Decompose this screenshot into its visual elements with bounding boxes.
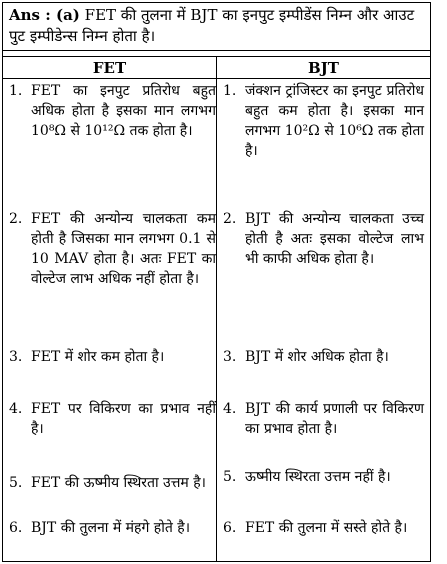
item-number: 6.: [223, 520, 237, 536]
bjt-item-text: ऊष्मीय स्थिरता उत्तम नहीं है।: [245, 469, 391, 485]
item-number: 1.: [9, 83, 23, 99]
fet-column-header: FET: [3, 57, 217, 79]
bjt-item-text: जंक्शन ट्रांजिस्टर का इनपुट प्रतिरोध बहुत कम होता है। इसका मान लगभग 10²Ω से 10⁶Ω तक होता है।: [245, 83, 424, 159]
bjt-item-text: BJT की अन्योन्य चालकता उच्च होती है अतः इसका वोल्टेज लाभ भी काफी अधिक होता है।: [245, 211, 424, 267]
column-divider: [216, 79, 217, 561]
item-number: 1.: [223, 83, 237, 99]
bjt-item: [223, 209, 424, 269]
fet-item-text: BJT की तुलना में मंहगे होते है।: [31, 520, 191, 536]
fet-item-text: FET पर विकिरण का प्रभाव नहीं है।: [31, 401, 216, 437]
answer-label: Ans : (a): [9, 6, 80, 24]
fet-item: [9, 399, 216, 439]
fet-item: [9, 347, 216, 367]
item-number: 3.: [223, 349, 237, 365]
bjt-item: [223, 518, 424, 538]
bjt-item-text: BJT में शोर अधिक होता है।: [245, 349, 389, 365]
fet-item-text: FET में शोर कम होता है।: [31, 349, 165, 365]
item-number: 6.: [9, 520, 23, 536]
fet-item-text: FET की अन्योन्य चालकता कम होती है जिसका मान लगभग 0.1 से 10 MAV होता है। अतः FET का वोल्टेज लाभ अधिक नहीं होता है।: [31, 211, 216, 287]
fet-item-text: FET का इनपुट प्रतिरोध बहुत अधिक होता है इसका मान लगभग 10⁸Ω से 10¹²Ω तक होता है।: [31, 83, 216, 139]
item-number: 4.: [223, 401, 237, 417]
fet-item: [9, 81, 216, 141]
item-number: 5.: [223, 469, 237, 485]
bjt-item: [223, 81, 424, 161]
item-number: 4.: [9, 401, 23, 417]
answer-text: FET की तुलना में BJT का इनपुट इम्पीडेंस निम्न और आउट पुट इम्पीडेन्स निम्न होता है।: [9, 6, 415, 45]
bjt-item-text: BJT की कार्य प्रणाली पर विकिरण का प्रभाव होता है।: [245, 401, 424, 437]
fet-item: [9, 209, 216, 289]
fet-item: [9, 518, 216, 538]
bjt-item: [223, 347, 424, 367]
answer-statement: [3, 3, 430, 51]
item-number: 2.: [9, 211, 23, 227]
item-number: 3.: [9, 349, 23, 365]
item-number: 2.: [223, 211, 237, 227]
item-number: 5.: [9, 475, 23, 491]
bjt-item: [223, 467, 424, 487]
bjt-item-text: FET की तुलना में सस्ते होते है।: [245, 520, 408, 536]
answer-table-document: [2, 2, 431, 562]
fet-item-text: FET की ऊष्मीय स्थिरता उत्तम है।: [31, 475, 206, 491]
bjt-column-header: BJT: [217, 57, 430, 79]
bjt-item: [223, 399, 424, 439]
fet-item: [9, 473, 216, 493]
